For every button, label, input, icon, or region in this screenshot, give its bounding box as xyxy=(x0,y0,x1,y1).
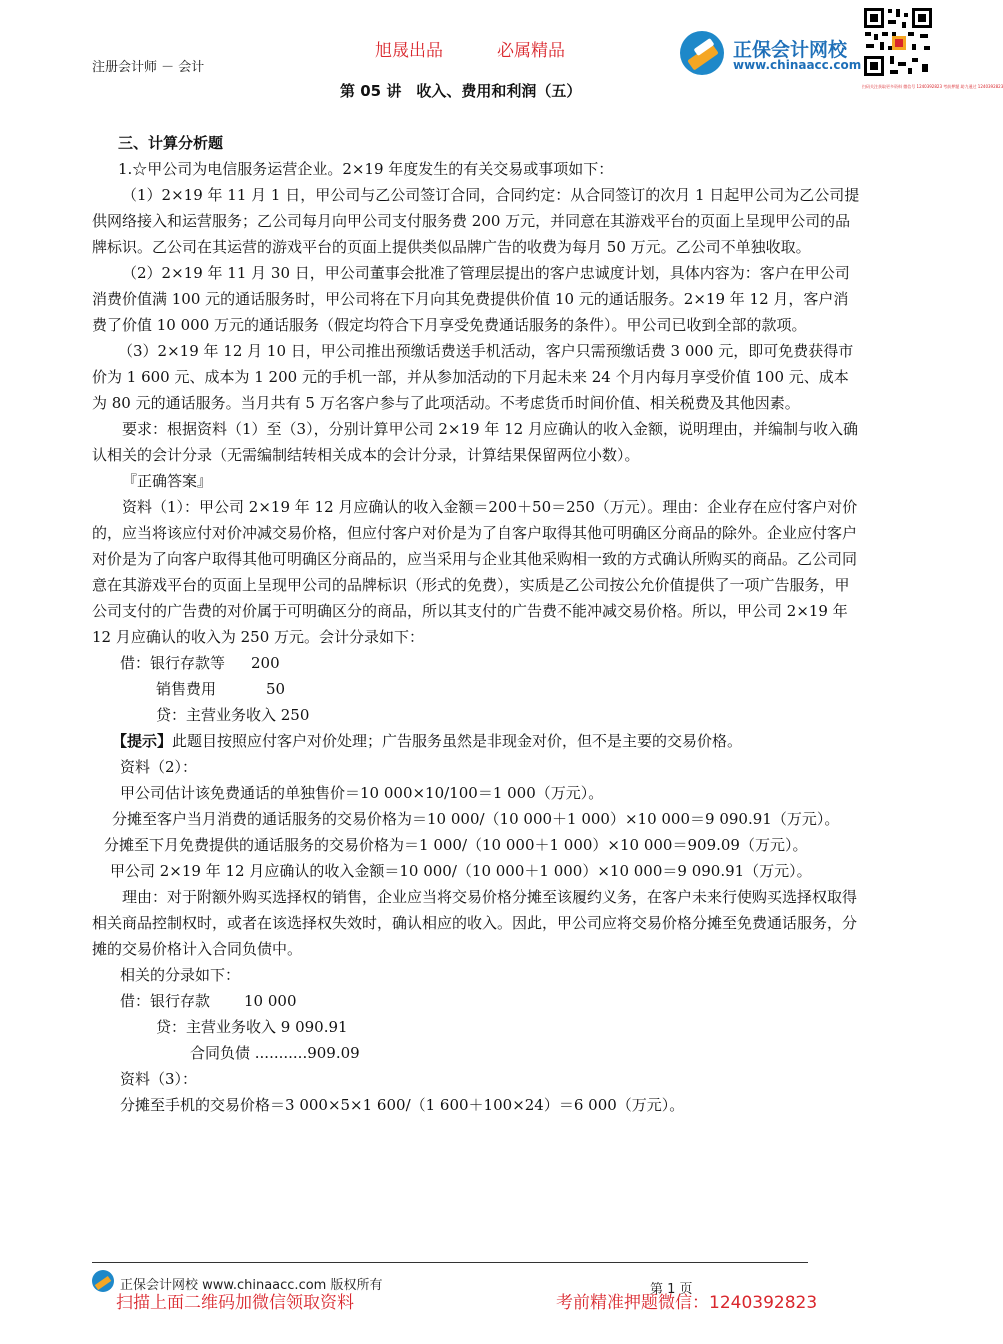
course-name: 注册会计师 － 会计 xyxy=(92,60,205,75)
slogan-right: 必属精品 xyxy=(497,41,565,61)
tip-label: 【提示】 xyxy=(112,732,173,750)
journal-entry-line xyxy=(92,676,862,702)
page-number: 第 1 页 xyxy=(650,1282,693,1297)
answer-2-line: 甲公司 2×19 年 12 月应确认的收入金额＝10 000/（10 000＋1 000）×10 000＝9 090.91（万元）。 xyxy=(110,862,812,880)
debit-account: 销售费用 xyxy=(156,680,217,698)
question-item-2: （2）2×19 年 11 月 30 日，甲公司董事会批准了管理层提出的客户忠诚度计划，具体内容为：客户在甲公司消费价值满 100 元的通话服务时，甲公司将在下月向其免费提供价值 10 元的通话服务。2×19 年 12 月，客户消费了价值 10 000 万元的通话服务（假定均符合下月享受免费通话服务的条件）。甲公司已收到全部的款项。 xyxy=(92,264,850,334)
footer-logo-icon xyxy=(92,1270,114,1292)
answer-label: 『正确答案』 xyxy=(122,472,213,490)
logo-url: www.chinaacc.com xyxy=(733,58,862,72)
answer-3-label: 资料（3）： xyxy=(120,1070,198,1088)
question-item-3: （3）2×19 年 12 月 10 日，甲公司推出预缴话费送手机活动，客户只需预缴话费 3 000 元，即可免费获得市价为 1 600 元、成本为 1 200 元的手机一部，并从参加活动的下月起未来 24 个月内每月享受价值 100 元、成本为 80 元的通话服务。当月共有 5 万名客户参与了此项活动。不考虑货币时间价值、相关税费及其他因素。 xyxy=(92,342,854,412)
debit-account: 借：银行存款等 xyxy=(120,654,226,672)
slogan-left: 旭晟出品 xyxy=(375,41,443,61)
footer-divider xyxy=(92,1262,808,1263)
debit-amount: 10 000 xyxy=(244,992,297,1010)
scan-qr-notice: 扫描上面二维码加微信领取资料 xyxy=(116,1293,354,1313)
footer-copyright: 正保会计网校 www.chinaacc.com 版权所有 xyxy=(120,1278,383,1293)
wechat-notice: 考前精准押题微信：1240392823 xyxy=(556,1293,818,1313)
journal-entry-line: 贷：主营业务收入 250 xyxy=(156,706,310,724)
question-requirement: 要求：根据资料（1）至（3），分别计算甲公司 2×19 年 12 月应确认的收入金额，说明理由，并编制与收入确认相关的会计分录（无需编制结转相关成本的会计分录，计算结果保留两位小数）。 xyxy=(92,420,858,464)
journal-entry-line: 合同负债 ...........909.09 xyxy=(190,1044,360,1062)
logo-name: 正保会计网校 xyxy=(733,39,848,61)
logo-icon xyxy=(680,31,724,75)
answer-1-text: 资料（1）：甲公司 2×19 年 12 月应确认的收入金额＝200＋50＝250（万元）。理由：企业存在应付客户对价的，应当将该应付对价冲减交易价格，但应付客户对价是为了自客户取得其他可明确区分商品的除外。企业应付客户对价是为了向客户取得其他可明确区分商品的，应当采用与企业其他采购相一致的方式确认所购买的商品。乙公司同意在其游戏平台的页面上呈现甲公司的品牌标识（形式的免费），实质是乙公司按公允价值提供了一项广告服务，甲公司支付的广告费的对价属于可明确区分的商品，所以其支付的广告费不能冲减交易价格。所以，甲公司 2×19 年 12 月应确认的收入为 250 万元。会计分录如下： xyxy=(92,498,858,646)
tip-text: 此题目按照应付客户对价处理；广告服务虽然是非现金对价，但不是主要的交易价格。 xyxy=(172,732,743,750)
journal-entry-line xyxy=(92,650,862,676)
debit-account: 借：银行存款 xyxy=(120,992,211,1010)
question-intro: 1.☆甲公司为电信服务运营企业。2×19 年度发生的有关交易或事项如下： xyxy=(118,160,614,178)
journal-entry-line xyxy=(92,988,862,1014)
section-title: 三、计算分析题 xyxy=(118,134,224,152)
tip xyxy=(92,728,862,754)
answer-2-entries-label: 相关的分录如下： xyxy=(120,966,241,984)
answer-2-label: 资料（2）： xyxy=(120,758,198,776)
answer-2-reason: 理由：对于附额外购买选择权的销售，企业应当将交易价格分摊至该履约义务，在客户未来行使购买选择权取得相关商品控制权时，或者在该选择权失效时，确认相应的收入。因此，甲公司应将交易价格分摊至免费通话服务，分摊的交易价格计入合同负债中。 xyxy=(92,888,858,958)
answer-2-line: 甲公司估计该免费通话的单独售价＝10 000×10/100＝1 000（万元）。 xyxy=(120,784,604,802)
question-item-1: （1）2×19 年 11 月 1 日，甲公司与乙公司签订合同，合同约定：从合同签订的次月 1 日起甲公司为乙公司提供网络接入和运营服务；乙公司每月向甲公司支付服务费 200 万元，并同意在其游戏平台的页面上呈现甲公司的品牌标识。乙公司在其运营的游戏平台的页面上提供类似品牌广告的收费为每月 50 万元。乙公司不单独收取。 xyxy=(92,186,860,256)
journal-entry-line: 贷：主营业务收入 9 090.91 xyxy=(156,1018,348,1036)
debit-amount: 50 xyxy=(266,680,286,698)
qr-code-icon xyxy=(862,6,934,78)
document-body xyxy=(92,130,862,1118)
lecture-title: 第 05 讲 收入、费用和利润（五） xyxy=(340,82,582,100)
answer-3-line: 分摊至手机的交易价格＝3 000×5×1 600/（1 600＋100×24）＝6 000（万元）。 xyxy=(120,1096,685,1114)
answer-2-line: 分摊至下月免费提供的通话服务的交易价格为＝1 000/（10 000＋1 000）×10 000＝909.09（万元）。 xyxy=(104,836,808,854)
debit-amount: 200 xyxy=(251,654,280,672)
qr-caption: 扫码关注获取更多资料 微信号 1240392823 考前押题 助力通过 1240392823 xyxy=(862,84,1003,89)
answer-2-line: 分摊至客户当月消费的通话服务的交易价格为＝10 000/（10 000＋1 000）×10 000＝9 090.91（万元）。 xyxy=(112,810,840,828)
